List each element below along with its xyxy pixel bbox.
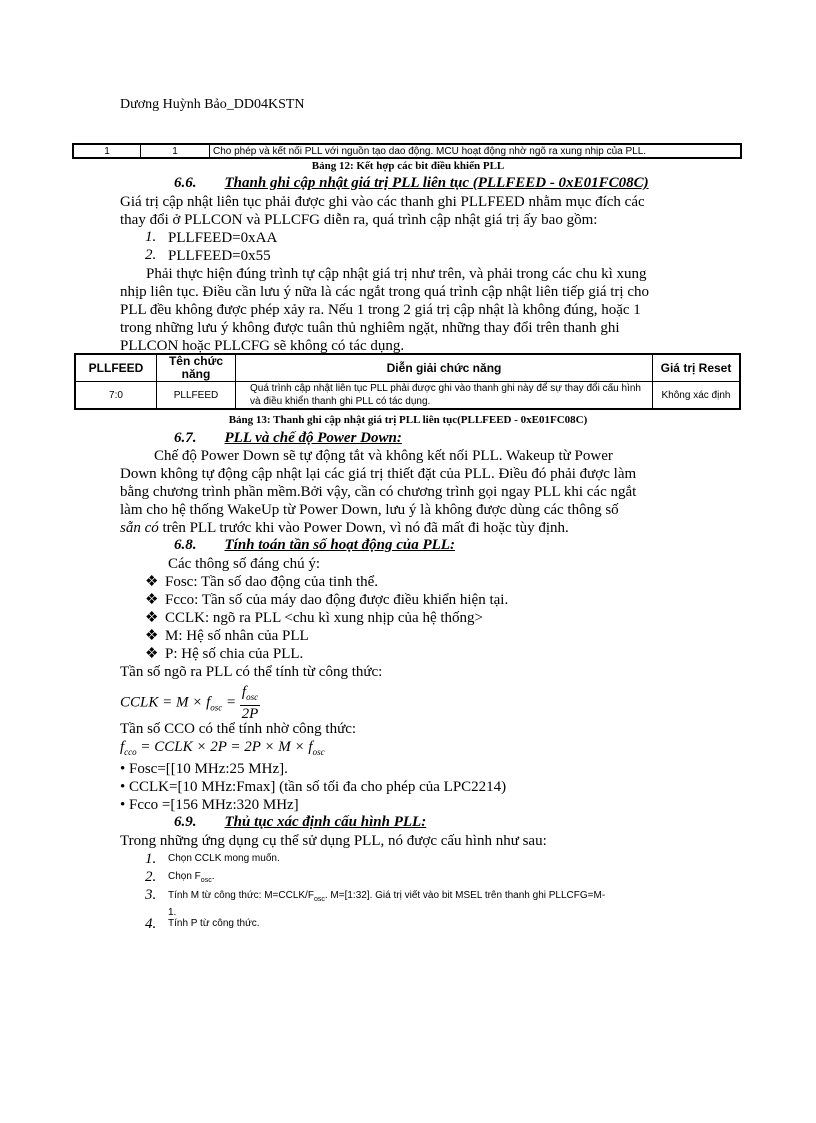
list-num: 4. — [145, 916, 157, 932]
list-item: PLLFEED=0x55 — [168, 248, 271, 264]
list-item: PLLFEED=0xAA — [168, 230, 278, 246]
header-cell: Tên chức năng — [157, 354, 236, 382]
list-num: 3. — [145, 887, 157, 903]
cell: Cho phép và kết nối PLL với nguồn tạo dao động. MCU hoạt động nhờ ngõ ra xung nhịp của PLL. — [213, 145, 647, 157]
table12-row — [72, 143, 742, 159]
list-item: Chọn CCLK mong muốn. — [168, 853, 280, 864]
cell: Không xác định — [653, 382, 741, 410]
diamond-bullet-icon: ❖ — [145, 574, 159, 590]
diamond-bullet-icon: ❖ — [145, 646, 159, 662]
cell: 7:0 — [75, 382, 157, 410]
formula-cclk: CCLK = $M \times f_{osc}$ = $\frac{f_{osc}}{2P}$ — [120, 684, 259, 722]
caption-13: Bảng 13: Thanh ghi cập nhật giá trị PLL liên tục(PLLFEED - 0xE01FC08C) — [228, 414, 588, 426]
caption-12: Bảng 12: Kết hợp các bit điều khiển PLL — [311, 160, 505, 172]
list-item: Chọn $F_{osc}$. — [168, 871, 215, 884]
param-list: ❖ Fosc: Tần số dao động của tinh thể. ❖ Fcco: Tần số của máy dao động được điều khiển hiện tại. ❖ CCLK: ngõ ra PLL <chu kì xung nhịp của hệ thống> ❖ M: Hệ số nhân của PLL ❖ P: Hệ số chia của PLL. — [145, 574, 509, 662]
list-item: Tính P từ công thức. — [168, 918, 260, 929]
diamond-bullet-icon: ❖ — [145, 592, 159, 608]
list-num: 1. — [145, 851, 157, 867]
para-6-9-intro: Trong những ứng dụng cụ thể sử dụng PLL, nó được cấu hình như sau: — [120, 833, 547, 849]
diamond-bullet-icon: ❖ — [145, 628, 159, 644]
cell: PLLFEED — [157, 382, 236, 410]
header-cell: Diễn giải chức năng — [236, 354, 653, 382]
list-num: 1. — [145, 229, 157, 245]
para-6-6b: Phải thực hiện đúng trình tự cập nhật giá trị như trên, và phải trong các chu kì xung nhịp liên tục. Điều cần lưu ý nữa là các ngắt trong quá trình cập nhật liên tiếp giá trị cho PLL đều không được phép xảy ra. Nếu 1 trong 2 giá trị cập nhật là không đúng, hoặc 1 trong những lưu ý không được tuân thủ nghiêm ngặt, những thay đổi trên thanh ghi PLLCON hoặc PLLCFG sẽ không có tác dụng. — [120, 266, 650, 354]
formula2-intro: Tần số CCO có thể tính nhờ công thức: — [120, 721, 357, 737]
cell: 1 — [73, 144, 141, 158]
heading-6-7: 6.7. PLL và chế độ Power Down: — [174, 430, 402, 446]
page-header: Dương Huỳnh Bảo_DD04KSTN — [120, 97, 305, 112]
header-cell: PLLFEED — [75, 354, 157, 382]
cell: Quá trình cập nhật liên tục PLL phải được ghi vào thanh ghi này để sự thay đổi cấu hình và điều khiển thanh ghi PLL có tác dụng. — [236, 382, 653, 410]
list-num: 2. — [145, 247, 157, 263]
list-num: 2. — [145, 869, 157, 885]
cell: 1 — [141, 144, 210, 158]
diamond-bullet-icon: ❖ — [145, 610, 159, 626]
formula1-intro: Tần số ngõ ra PLL có thể tính từ công thức: — [120, 664, 383, 680]
para-6-8-intro: Các thông số đáng chú ý: — [168, 556, 321, 572]
table-13 — [74, 353, 741, 410]
para-6-6: Giá trị cập nhật liên tục phải được ghi vào các thanh ghi PLLFEED nhằm mục đích các thay đổi ở PLLCON và PLLCFG diễn ra, quá trình cập nhật giá trị ấy bao gồm: — [120, 194, 645, 228]
heading-6-9: 6.9. Thủ tục xác định cấu hình PLL: — [174, 814, 427, 830]
ranges: • Fosc=[[10 MHz:25 MHz]. • CCLK=[10 MHz:Fmax] (tần số tối đa cho phép của LPC2214) • Fcco =[156 MHz:320 MHz] — [120, 761, 507, 813]
heading-6-6: 6.6. Thanh ghi cập nhật giá trị PLL liên tục (PLLFEED - 0xE01FC08C) — [174, 175, 649, 191]
header-cell: Giá trị Reset — [653, 354, 741, 382]
heading-6-8: 6.8. Tính toán tần số hoạt động của PLL: — [174, 537, 455, 553]
para-6-7: Chế độ Power Down sẽ tự động tắt và không kết nối PLL. Wakeup từ Power Down không tự động cập nhật lại các giá trị thiết đặt của PLL. Điều đó phải được làm bằng chương trình phần mềm.Bởi vậy, cần có chương trình gọi ngay PLL khi các ngắt làm cho hệ thống WakeUp từ Power Down, lưu ý là không được dùng các thông số sẵn có trên PLL trước khi vào Power Down, vì nó đã mất đi hoặc tùy định. — [120, 448, 637, 536]
formula-fcco: $f_{cco}$ = CCLK × $2P = 2P \times M \times f_{osc}$ — [120, 739, 325, 757]
list-item: Tính M từ công thức: $M=CCLK/F_{osc}$. M=[1:32]. Giá trị viết vào bit MSEL trên thanh ghi PLLCFG=M- 1. — [168, 890, 606, 918]
